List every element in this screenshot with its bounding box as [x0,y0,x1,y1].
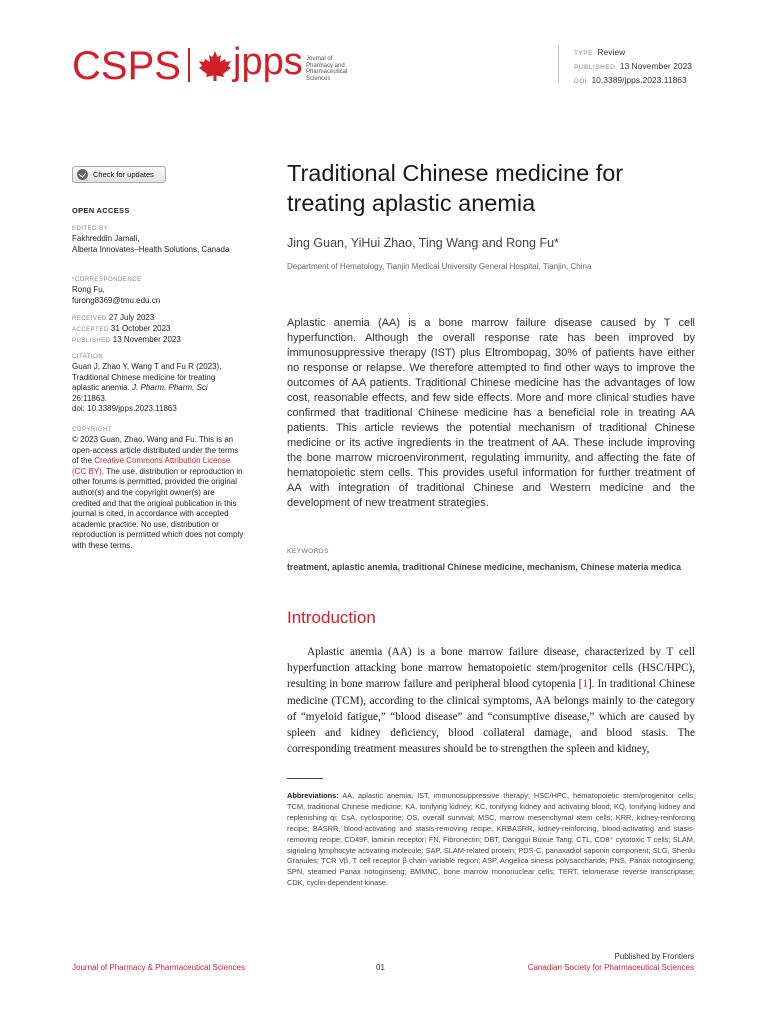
keywords: treatment, aplastic anemia, traditional Chinese medicine, mechanism, Chinese materia medica [287,562,682,572]
introduction-heading: Introduction [287,608,376,627]
maple-leaf-icon [198,50,232,82]
abstract: Aplastic anemia (AA) is a bone marrow failure disease caused by T cell hyperfunction. Although the overall response rate has been improved by immunosuppressive therapy (IST) plus Eltrombopag, 30% of patients have either no response or relapse. We therefore attempted to find other ways to improve the outcomes of AA patients. Traditional Chinese medicine has the advantages of low cost, reasonable effects, and few side effects. More and more clinical studies have confirmed that traditional Chinese medicine has a beneficial role in treating AA patients. This article reviews the potential mechanism of traditional Chinese medicine or its active ingredients in the treatment of AA. These include improving the bone marrow microenvironment, regulating immunity, and affecting the fate of hematopoietic stem cells. This provides useful information for further treatment of AA with integration of traditional Chinese and Western medicine and the development of new treatment strategies. [287,317,695,509]
page-number: 01 [376,963,385,972]
footer-society: Canadian Society for Pharmaceutical Sciences [527,963,694,972]
dates-block: RECEIVED 27 July 2023 ACCEPTED 31 October 2023 PUBLISHED 13 November 2023 [72,313,181,344]
jpps-logo: jpps [233,41,303,83]
meta-divider [558,46,559,82]
affiliation: Department of Hematology, Tianjin Medical University General Hospital, Tianjin, China [287,262,592,271]
correspondence-block: *CORRESPONDENCE Rong Fu, furong8369@tmu.edu.cn [72,275,244,306]
footer-journal-name: Journal of Pharmacy & Pharmaceutical Sciences [72,963,245,972]
reference-link[interactable]: 1 [582,678,588,691]
logo-divider [188,48,190,82]
csps-logo: CSPS [72,44,181,88]
article-title: Traditional Chinese medicine for treating aplastic anemia [287,160,624,216]
cc-by-license-link[interactable]: Creative Commons Attribution License (CC BY) [72,456,231,476]
footer-publisher: Published by Frontiers [614,952,694,961]
introduction-paragraph: Aplastic anemia (AA) is a bone marrow failure disease, characterized by T cell hyperfunction attacking bone marrow hematopoietic stem/progenitor cells (HSC/HPC), resulting in bone marrow failure and peripheral blood cytopenia [1]. In traditional Chinese medicine (TCM), according to the clinical symptoms, AA belongs mainly to the category of “myeloid fatigue,” “blood disease” and “consumptive disease,” which are caused by spleen and kidney deficiency, blood collateral damage, and blood stasis. The corresponding treatment measures should be to strengthen the spleen and kidney, [287,646,695,756]
footnote-rule [287,778,323,779]
copyright-block: COPYRIGHT © 2023 Guan, Zhao, Wang and Fu. This is an open-access article distributed under the terms of the Creative Commons Attribution License (CC BY). The use, distribution or reproduction in other forums is permitted, provided the original author(s) and the copyright owner(s) are credited and that the original publication in this journal is cited, in accordance with accepted academic practice. No use, distribution or reproduction is permitted which does not comply with these terms. [72,427,244,550]
check-icon [77,169,88,180]
citation-block: CITATION Guan J, Zhao Y, Wang T and Fu R (2023), Traditional Chinese medicine for treating aplastic anemia. J. Pharm. Pharm. Sci 26:11863. doi: 10.3389/jpps.2023.11863 [72,352,244,415]
author-list: Jing Guan, YiHui Zhao, Ting Wang and Rong Fu* [287,236,559,250]
article-meta: TYPE Review PUBLISHED 13 November 2023 DOI 10.3389/jpps.2023.11863 [574,47,693,85]
citation-doi[interactable]: doi: 10.3389/jpps.2023.11863 [72,404,177,414]
correspondence-email[interactable]: furong8369@tmu.edu.cn [72,295,161,305]
edited-by-block: EDITED BY Fakhreddin Jamali, Alberta Innovates–Health Solutions, Canada [72,226,230,254]
keywords-label: KEYWORDS [287,548,329,555]
check-for-updates-button[interactable]: Check for updates [72,166,166,183]
jpps-subtitle: Journal of Pharmacy and Pharmaceutical Sciences [306,56,348,82]
open-access-label: OPEN ACCESS [72,206,130,215]
doi-link[interactable]: 10.3389/jpps.2023.11863 [591,75,687,85]
abbreviations-footnote: Abbreviations: AA, aplastic anemia; IST, immunosuppressive therapy; HSC/HPC, hematopoietic stem/progenitor cells; TCM, traditional Chinese medicine; KA, tonifying kidney; KC, tonifying kidney and activating blood; KQ, tonifying kidney and replenishing qi; CsA, cyclosporine; OS, overall survival; MSC, marrow mesenchymal stem cells; KRR, kidney-reinforcing recipe; BASRR, blood-activating and stasis-removing recipe; KRBASRR, kidney-reinforcing, blood-activating and stasis-removing recipe; CD49F, laminin receptor; FN, Fibronectin; DBT, Danggui Buxue Tang; CTL, CD8⁺ cytotoxic T cells; SLAM, signaling lymphocyte activating molecule; SAP, SLAM-related protein; PDS-C, panaxadiol saponin component; SLG, Shenlu Granules; TCR Vβ, T cell receptor β chain variable region; ASP, Angelica sinesis polysaccharide; PNS, Panax notoginseng; SPN, steamed Panax notoginseng; BMMNC, bone marrow mononuclear cells; TERT, telomerase reverse transcriptase; CDK, cyclin-dependent kinase. [287,791,695,888]
